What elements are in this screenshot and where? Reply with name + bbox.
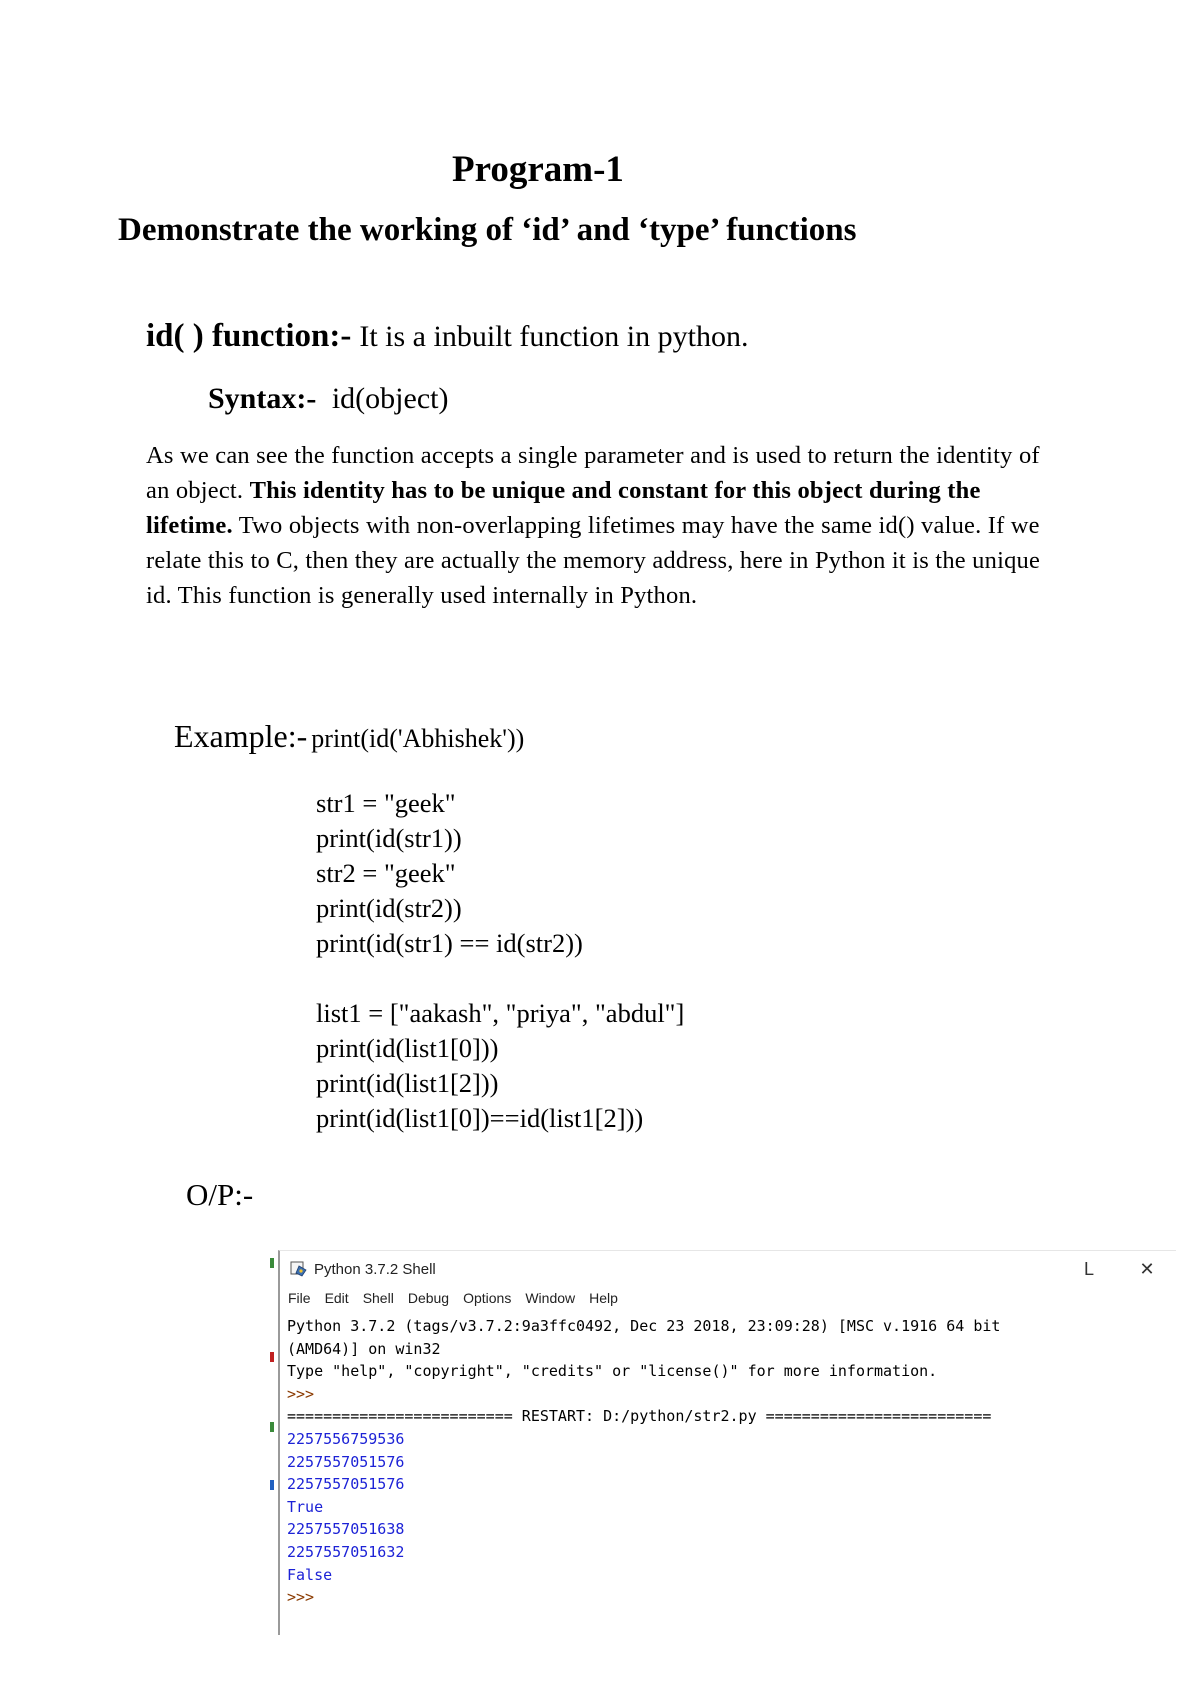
menu-help[interactable]: Help [589, 1290, 618, 1306]
output-label: O/P:- [186, 1177, 254, 1212]
menu-debug[interactable]: Debug [407, 1290, 450, 1306]
shell-menubar [280, 1287, 1176, 1309]
code-block-1 [316, 786, 583, 961]
syntax-line [208, 382, 448, 416]
code-block-2 [316, 996, 684, 1136]
id-function-definition: It is a inbuilt function in python. [359, 320, 749, 353]
shell-output-line: True [287, 1497, 324, 1516]
menu-file[interactable]: File [288, 1290, 311, 1306]
menu-options[interactable]: Options [463, 1290, 512, 1306]
code-line: list1 = ["aakash", "priya", "abdul"] [316, 998, 685, 1028]
example-first-code: print(id('Abhishek')) [311, 724, 525, 753]
shell-restart-line: ========================= RESTART: D:/python/str2.py ========================= [287, 1407, 992, 1426]
id-function-line [146, 318, 748, 355]
syntax-value: id(object) [331, 382, 449, 415]
code-line: str1 = "geek" [316, 788, 456, 818]
example-line [174, 718, 524, 755]
python-shell-icon [290, 1260, 308, 1278]
close-icon[interactable]: ✕ [1139, 1259, 1155, 1279]
python-shell-window[interactable] [278, 1250, 1176, 1635]
paragraph-text-1: As we can see the function accepts a single parameter and is used to return the identity of an object. [146, 442, 1040, 504]
shell-prompt: >>> [287, 1384, 315, 1403]
code-line: print(id(list1[2])) [316, 1068, 499, 1098]
window-controls [1060, 1251, 1176, 1287]
margin-marks [270, 1258, 278, 1628]
shell-output-area[interactable] [280, 1309, 1176, 1609]
shell-header-line: Python 3.7.2 (tags/v3.7.2:9a3ffc0492, Dec 23 2018, 23:09:28) [MSC v.1916 64 bit [287, 1317, 1001, 1335]
description-paragraph [146, 438, 1066, 613]
paragraph-text-2: Two objects with non-overlapping lifetimes may have the same id() value. If we relate this to C, then they are actually the memory address, here in Python it is the unique id. This function is generally used internally in Python. [146, 512, 1041, 609]
example-label: Example:- [174, 718, 308, 754]
code-line: str2 = "geek" [316, 858, 456, 888]
menu-edit[interactable]: Edit [324, 1290, 349, 1306]
syntax-label: Syntax:- [208, 382, 317, 415]
code-line: print(id(str1) == id(str2)) [316, 928, 583, 958]
shell-title: Python 3.7.2 Shell [314, 1260, 436, 1278]
menu-window[interactable]: Window [525, 1290, 576, 1306]
shell-output-line: 2257557051576 [287, 1452, 405, 1471]
code-line: print(id(list1[0])) [316, 1033, 499, 1063]
shell-output-line: False [287, 1565, 333, 1584]
page-title: Program-1 [452, 149, 624, 190]
shell-final-prompt: >>> [287, 1588, 315, 1607]
shell-titlebar[interactable] [280, 1251, 1176, 1287]
shell-output-line: 2257557051632 [287, 1542, 405, 1561]
code-line: print(id(list1[0])==id(list1[2])) [316, 1103, 644, 1133]
id-function-term: id( ) function:- [146, 318, 352, 354]
shell-header-line: Type "help", "copyright", "credits" or "license()" for more information. [287, 1362, 938, 1381]
shell-output-line: 2257557051576 [287, 1475, 405, 1494]
menu-shell[interactable]: Shell [362, 1290, 394, 1306]
page-subtitle: Demonstrate the working of ‘id’ and ‘type’ functions [118, 212, 857, 248]
shell-output-line: 2257556759536 [287, 1429, 405, 1448]
shell-header-line: (AMD64)] on win32 [287, 1339, 441, 1358]
minimize-icon[interactable]: L [1083, 1259, 1094, 1279]
code-line: print(id(str1)) [316, 823, 462, 853]
paragraph-bold-text: This identity has to be unique and constant for this object during the lifetime. [146, 477, 981, 539]
code-line: print(id(str2)) [316, 893, 462, 923]
shell-output-line: 2257557051638 [287, 1520, 405, 1539]
